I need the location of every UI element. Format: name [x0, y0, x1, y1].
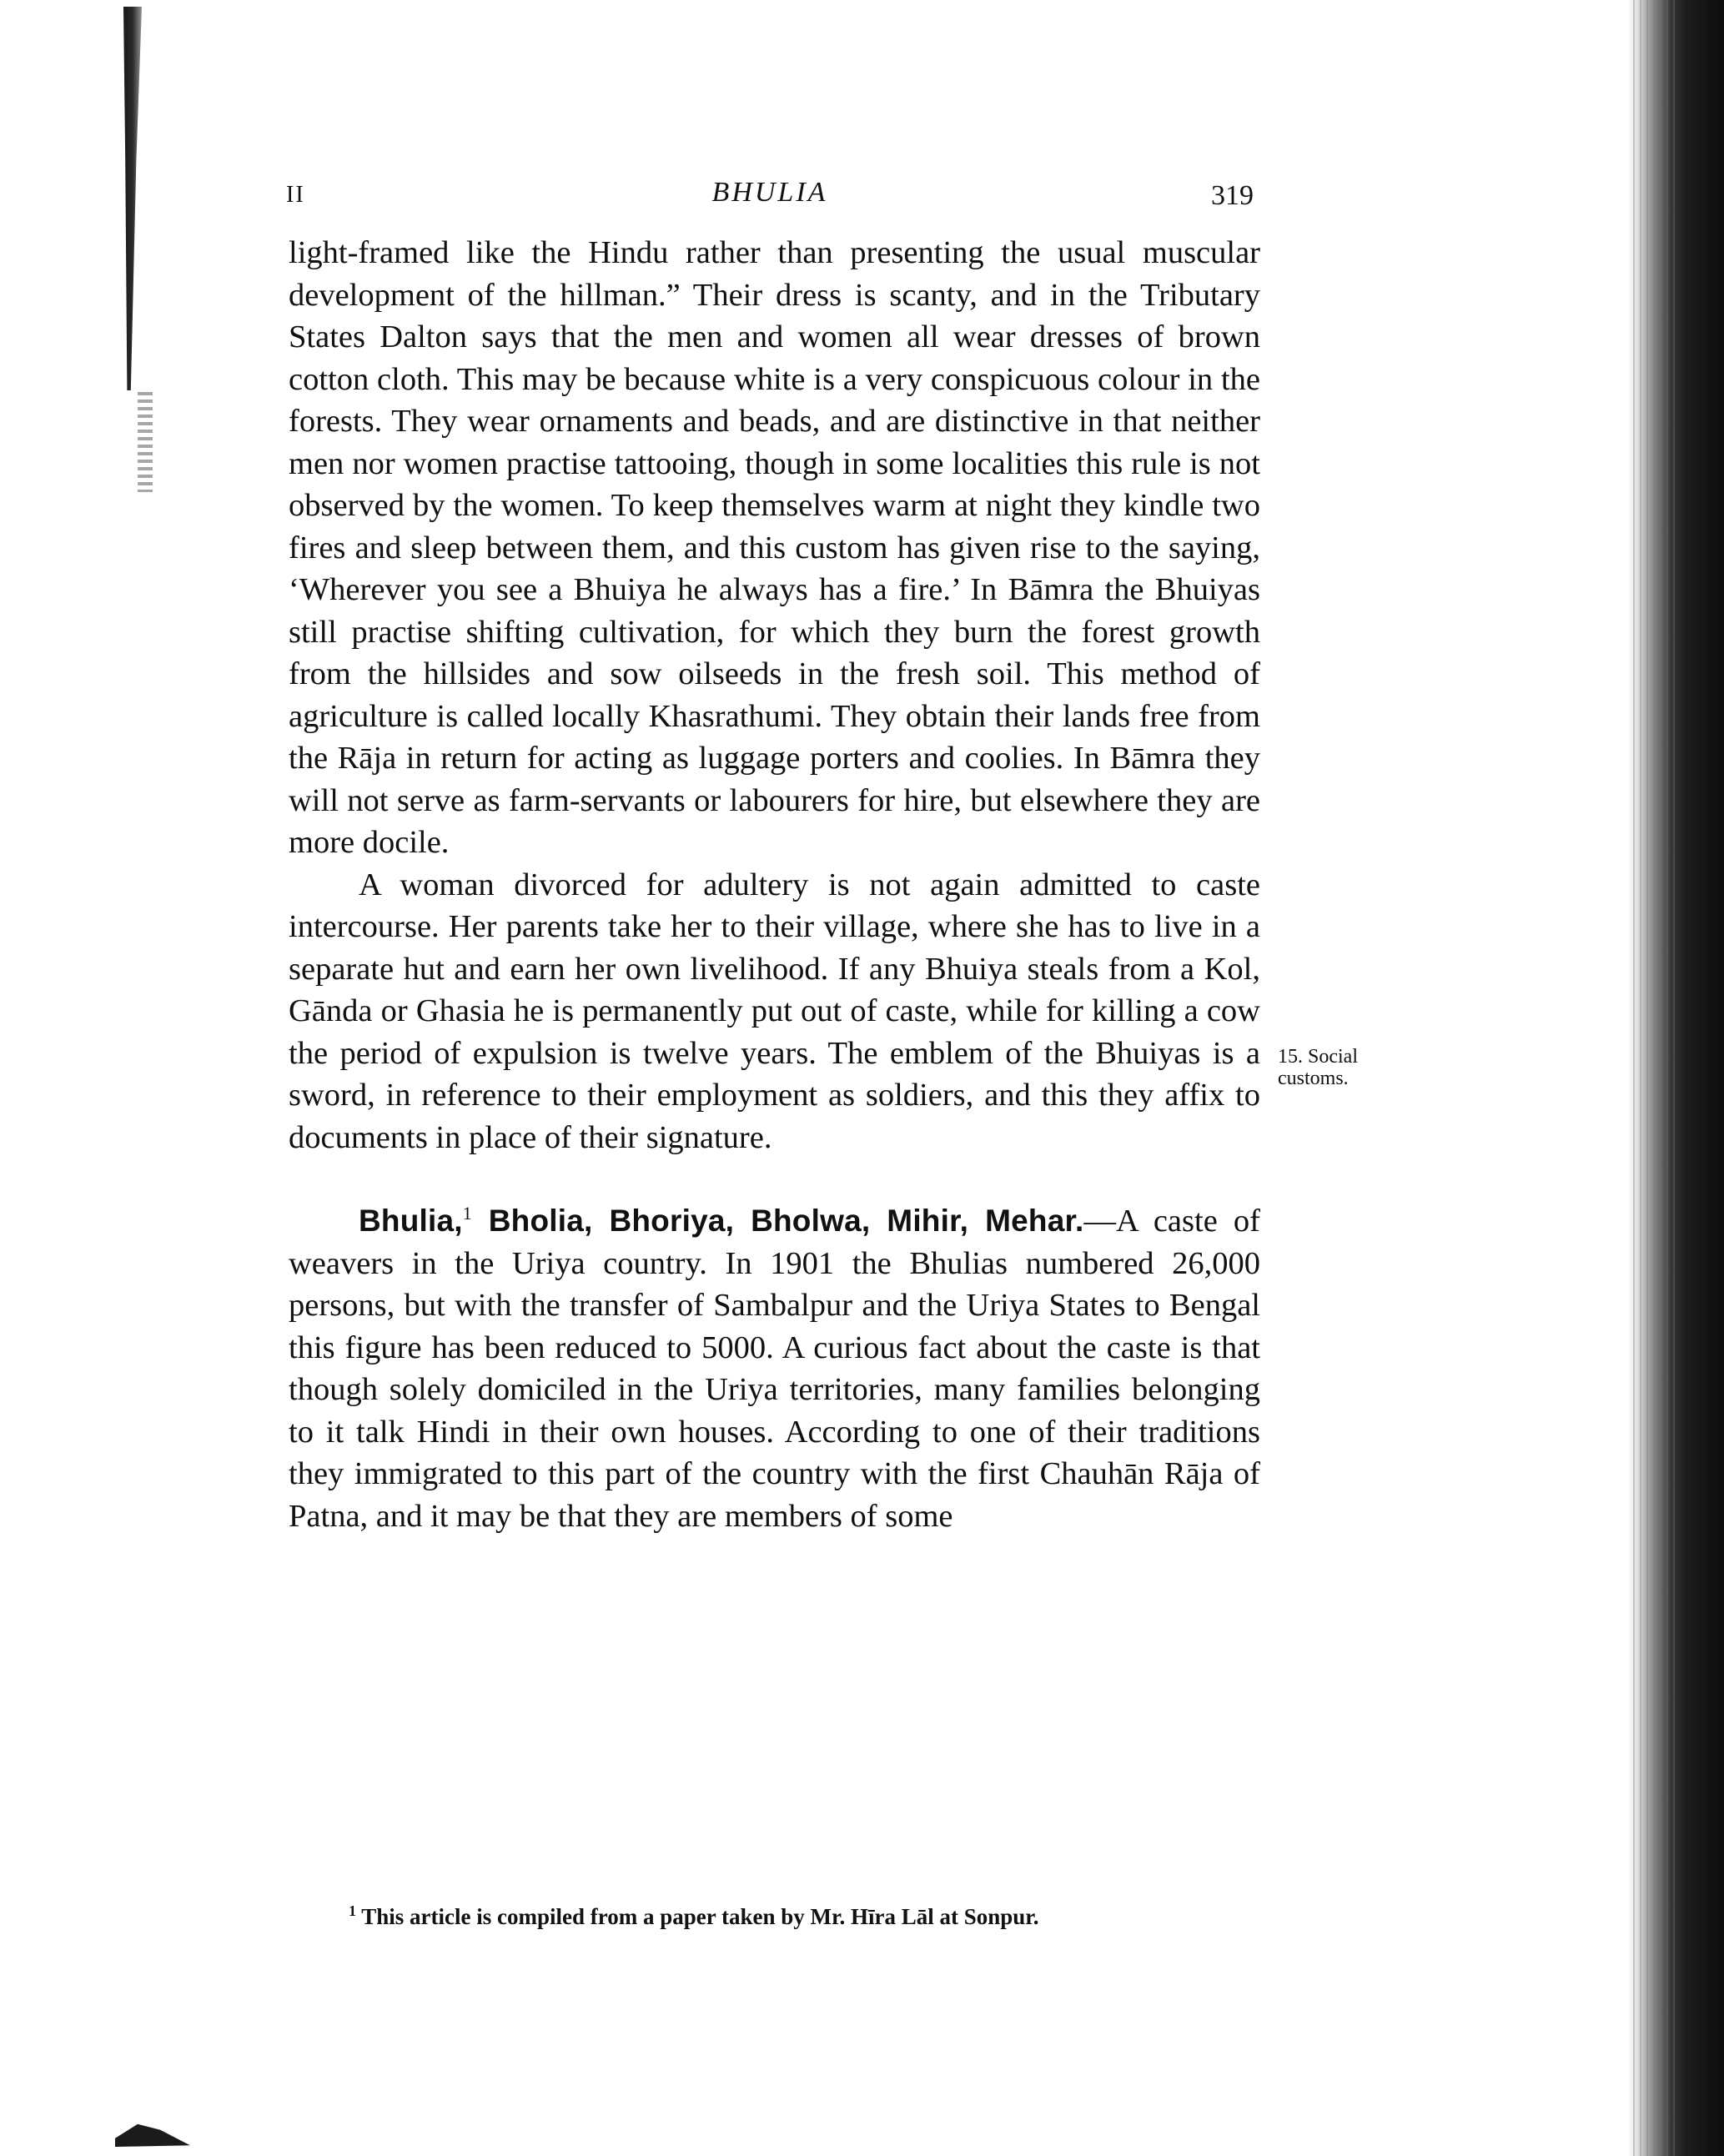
footnote	[349, 1903, 1266, 1930]
scan-artifact-bottom	[115, 2118, 190, 2147]
entry-headword: Bhulia,	[359, 1204, 463, 1238]
margin-note-number: 15.	[1278, 1046, 1303, 1068]
entry-text: —A caste of weavers in the Uriya country. In 1901 the Bhulias numbered 26,000 persons, but with the transfer of Sambalpur and the Uriya States to Bengal this figure has been reduced to 5000. A curious fact about the caste is that though solely domiciled in the Uriya territories, many families belonging to it talk Hindi in their own houses. According to one of their traditions they immigrated to this part of the country with the first Chauhān Rāja of Patna, and it may be that they are members of some	[289, 1204, 1260, 1534]
footnote-text: This article is compiled from a paper taken by Mr. Hīra Lāl at Sonpur.	[356, 1904, 1039, 1929]
running-head	[286, 177, 1254, 219]
body-text	[289, 232, 1260, 1537]
chapter-number: II	[286, 182, 305, 208]
paragraph-dress-and-customs: light-framed like the Hindu rather than presenting the usual muscular development of the hillman.” Their dress is scanty, and in the Tributary States Dalton says that the men and women all wear dresses of brown cotton cloth. This may be because white is a very conspicuous colour in the forests. They wear ornaments and beads, and are distinctive in that neither men nor women practise tattooing, though in some localities this rule is not observed by the women. To keep themselves warm at night they kindle two fires and sleep between them, and this custom has given rise to the saying, ‘Wherever you see a Bhuiya he always has a fire.’ In Bāmra the Bhuiyas still practise shifting cultivation, for which they burn the forest growth from the hillsides and sow oilseeds in the fresh soil. This method of agriculture is called locally Khasrathumi. They obtain their lands free from the Rāja in return for acting as luggage porters and coolies. In Bāmra they will not serve as farm-servants or labourers for hire, but elsewhere they are more docile.	[289, 235, 1260, 860]
entry-bhulia	[289, 1200, 1260, 1537]
margin-note-social-customs	[1278, 1046, 1411, 1089]
scan-binding-shadow-left	[123, 7, 142, 390]
margin-note-line2: customs.	[1278, 1068, 1349, 1089]
page-number: 319	[1211, 180, 1254, 211]
margin-note-line1: Social	[1308, 1046, 1358, 1068]
scan-page-stack-lines	[1628, 0, 1678, 2156]
footnote-reference[interactable]: 1	[462, 1203, 472, 1224]
scan-artifact-left	[138, 392, 153, 492]
entry-aliases: Bholia, Bhoriya, Bholwa, Mihir, Mehar.	[471, 1204, 1084, 1238]
paragraph-social-customs: A woman divorced for adultery is not again admitted to caste intercourse. Her parents take her to their village, where she has to live in a separate hut and earn her own livelihood. If any Bhuiya steals from a Kol, Gānda or Ghasia he is permanently put out of caste, while for killing a cow the period of expulsion is twelve years. The emblem of the Bhuiyas is a sword, in reference to their employment as soldiers, and this they affix to documents in place of their signature.	[289, 867, 1260, 1155]
page-title: BHULIA	[711, 177, 828, 208]
footnote-marker: 1	[349, 1902, 356, 1919]
